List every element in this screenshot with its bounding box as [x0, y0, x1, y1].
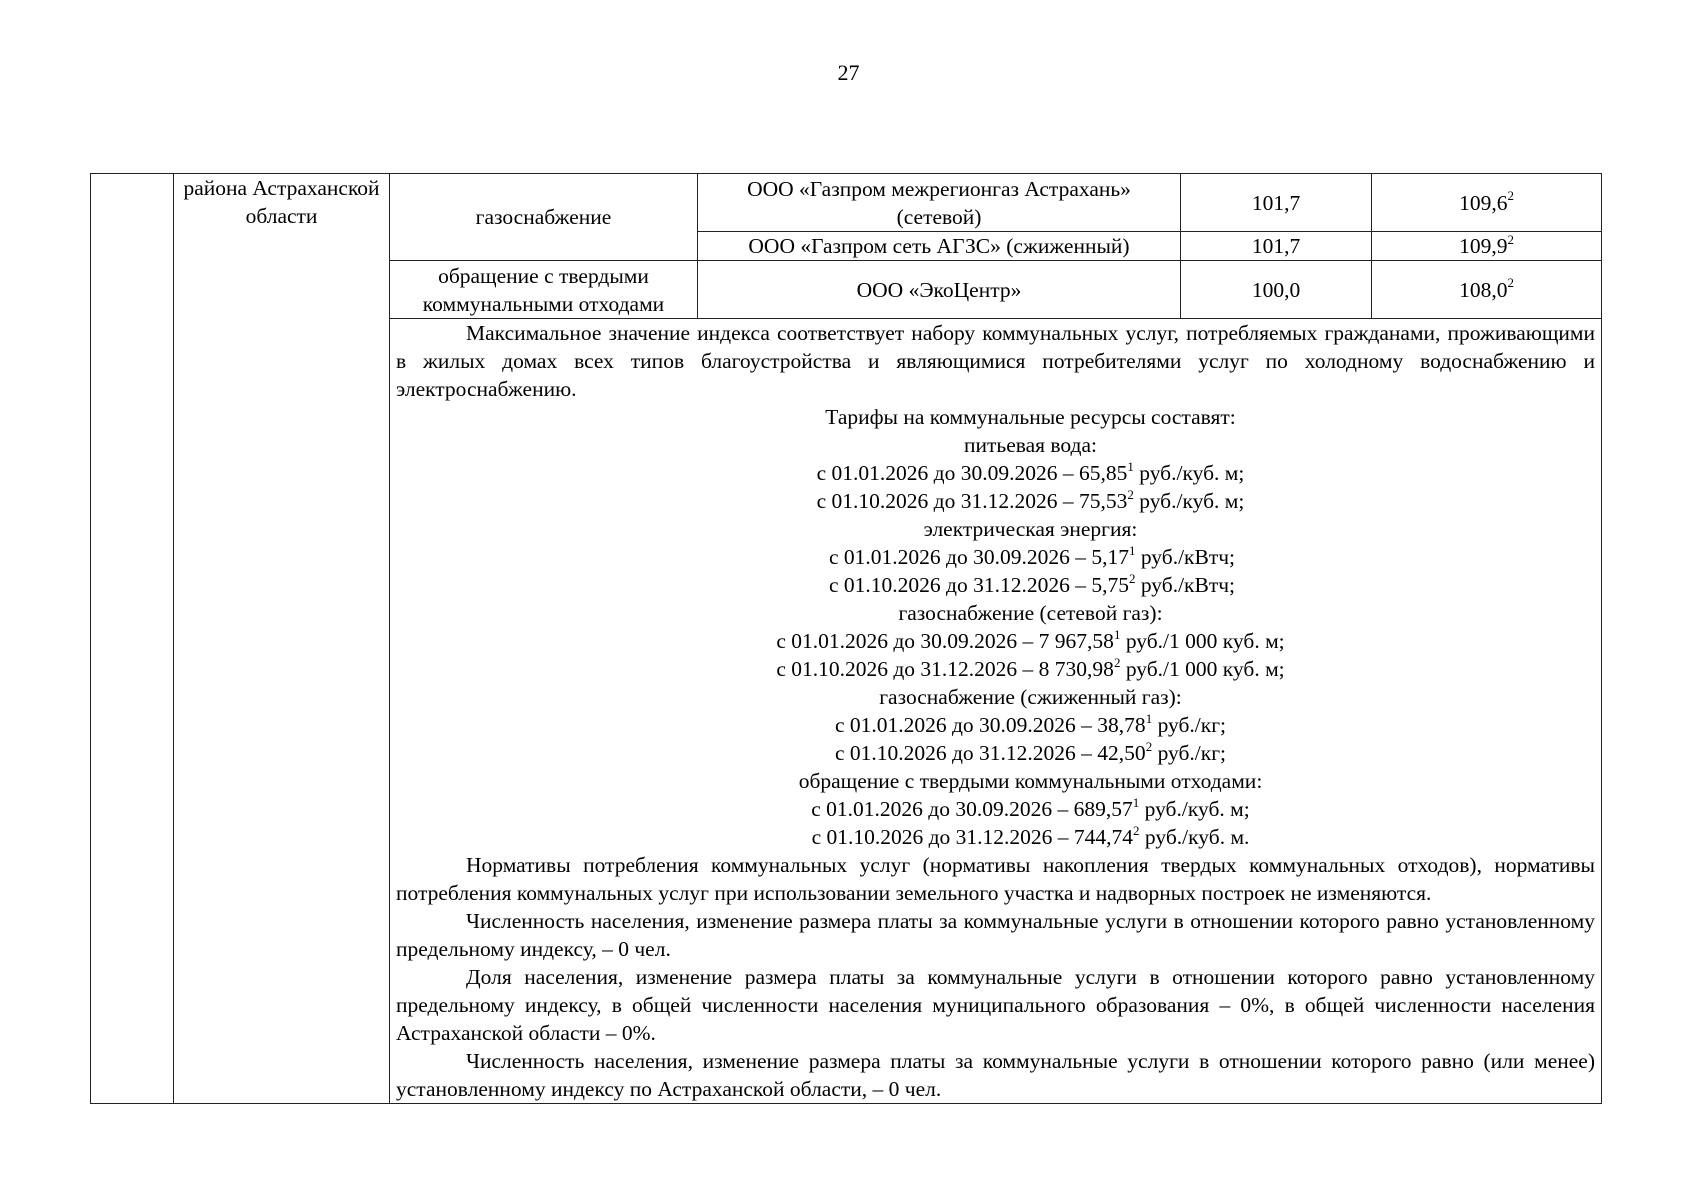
org-cell: ООО «Газпром сеть АГЗС» (сжиженный)	[698, 232, 1181, 261]
footnote-mark: 2	[1133, 822, 1140, 838]
tariff-heading: обращение с твердыми коммунальными отходами:	[798, 769, 1263, 793]
footnote-mark: 1	[1145, 710, 1153, 726]
index-max-cell	[1372, 261, 1602, 319]
footnote-mark: 1	[1132, 794, 1140, 810]
tariff-unit: руб./куб. м;	[1133, 461, 1245, 485]
footnote-mark: 2	[1113, 654, 1121, 670]
org-cell: ООО «ЭкоЦентр»	[698, 261, 1181, 319]
tariff-line	[396, 739, 1595, 767]
tariff-unit: руб./1 000 куб. м;	[1120, 657, 1285, 681]
tariff-heading: питьевая вода:	[963, 433, 1098, 457]
table-row	[91, 174, 1602, 232]
footnote-mark: 2	[1128, 570, 1136, 586]
tariff-heading: газоснабжение (сжиженный газ):	[879, 685, 1182, 709]
service-cell-waste: обращение с твердыми коммунальными отходами	[390, 261, 698, 319]
empty-number-cell	[91, 174, 174, 1104]
tariff-line	[396, 459, 1595, 487]
tariff-value: с 01.01.2026 до 30.09.2026 – 7 967,58	[776, 629, 1114, 653]
tariff-value: с 01.10.2026 до 31.12.2026 – 42,50	[834, 741, 1146, 765]
tariff-line	[396, 627, 1595, 655]
footnote-mark: 2	[1507, 275, 1514, 291]
note-paragraph: Численность населения, изменение размера платы за коммунальные услуги в отношении которого равно установленному предельному индексу, – 0 чел.	[396, 909, 1595, 961]
tariff-unit: руб./кг;	[1152, 741, 1227, 765]
tariff-value: с 01.10.2026 до 31.12.2026 – 744,74	[811, 825, 1134, 849]
tariff-unit: руб./кВтч;	[1135, 573, 1236, 597]
tariff-line	[396, 823, 1595, 851]
note-paragraph: Нормативы потребления коммунальных услуг (нормативы накопления твердых коммунальных отходов), нормативы потребления коммунальных услуг при использовании земельного участка и надворных построек не изменяются.	[396, 853, 1595, 905]
tariff-value: с 01.01.2026 до 30.09.2026 – 689,57	[811, 797, 1133, 821]
index-cell: 100,0	[1181, 261, 1372, 319]
tariff-heading: газоснабжение (сетевой газ):	[898, 601, 1163, 625]
footnote-mark: 2	[1127, 486, 1134, 502]
note-paragraph: Максимальное значение индекса соответствует набору коммунальных услуг, потребляемых гражданами, проживающими в жилых домах всех типов благоустройства и являющимися потребителями услуг по холодному водоснабжению и электроснабжению.	[396, 321, 1595, 401]
index-cell: 101,7	[1181, 232, 1372, 261]
page-number: 27	[837, 60, 860, 85]
tariff-value: с 01.10.2026 до 31.12.2026 – 8 730,98	[776, 657, 1114, 681]
tariff-unit: руб./куб. м;	[1139, 797, 1250, 821]
index-max-value: 109,9	[1459, 234, 1508, 258]
note-paragraph: Тарифы на коммунальные ресурсы составят:	[825, 405, 1236, 429]
tariff-line	[396, 571, 1595, 599]
tariff-unit: руб./1 000 куб. м;	[1120, 629, 1285, 653]
tariff-value: с 01.01.2026 до 30.09.2026 – 65,85	[816, 461, 1128, 485]
note-paragraph: Доля населения, изменение размера платы за коммунальные услуги в отношении которого равно установленному предельному индексу, в общей численности населения муниципального образования – 0%, в общей численности населения Астраханской области – 0%.	[396, 965, 1595, 1045]
footnote-mark: 2	[1145, 738, 1153, 754]
tariff-unit: руб./кВтч;	[1135, 545, 1236, 569]
tariff-unit: руб./куб. м;	[1133, 489, 1245, 513]
tariff-value: с 01.10.2026 до 31.12.2026 – 5,75	[828, 573, 1129, 597]
tariff-line	[396, 795, 1595, 823]
footnote-mark: 2	[1507, 231, 1514, 247]
tariff-table	[90, 173, 1602, 1104]
index-max-cell	[1372, 232, 1602, 261]
tariff-line	[396, 487, 1595, 515]
org-cell: ООО «Газпром межрегионгаз Астрахань» (сетевой)	[698, 174, 1181, 232]
tariff-unit: руб./куб. м.	[1139, 825, 1250, 849]
region-cell: района Астраханской области	[174, 174, 390, 1104]
footnote-mark: 1	[1113, 626, 1121, 642]
tariff-value: с 01.01.2026 до 30.09.2026 – 38,78	[834, 713, 1146, 737]
note-paragraph: Численность населения, изменение размера платы за коммунальные услуги в отношении которого равно (или менее) установленному индексу по Астраханской области, – 0 чел.	[396, 1049, 1595, 1101]
tariff-value: с 01.01.2026 до 30.09.2026 – 5,17	[828, 545, 1129, 569]
footnote-mark: 1	[1128, 542, 1136, 558]
service-cell-gas: газоснабжение	[390, 174, 698, 261]
tariff-line	[396, 543, 1595, 571]
index-cell: 101,7	[1181, 174, 1372, 232]
index-max-cell	[1372, 174, 1602, 232]
tariff-heading: электрическая энергия:	[923, 517, 1138, 541]
index-max-value: 108,0	[1459, 277, 1508, 302]
footnote-mark: 1	[1127, 458, 1134, 474]
tariff-value: с 01.10.2026 до 31.12.2026 – 75,53	[816, 489, 1128, 513]
index-max-value: 109,6	[1459, 190, 1508, 215]
tariff-line	[396, 711, 1595, 739]
notes-cell	[390, 319, 1602, 1104]
footnote-mark: 2	[1507, 188, 1514, 204]
tariff-unit: руб./кг;	[1152, 713, 1227, 737]
tariff-line	[396, 655, 1595, 683]
